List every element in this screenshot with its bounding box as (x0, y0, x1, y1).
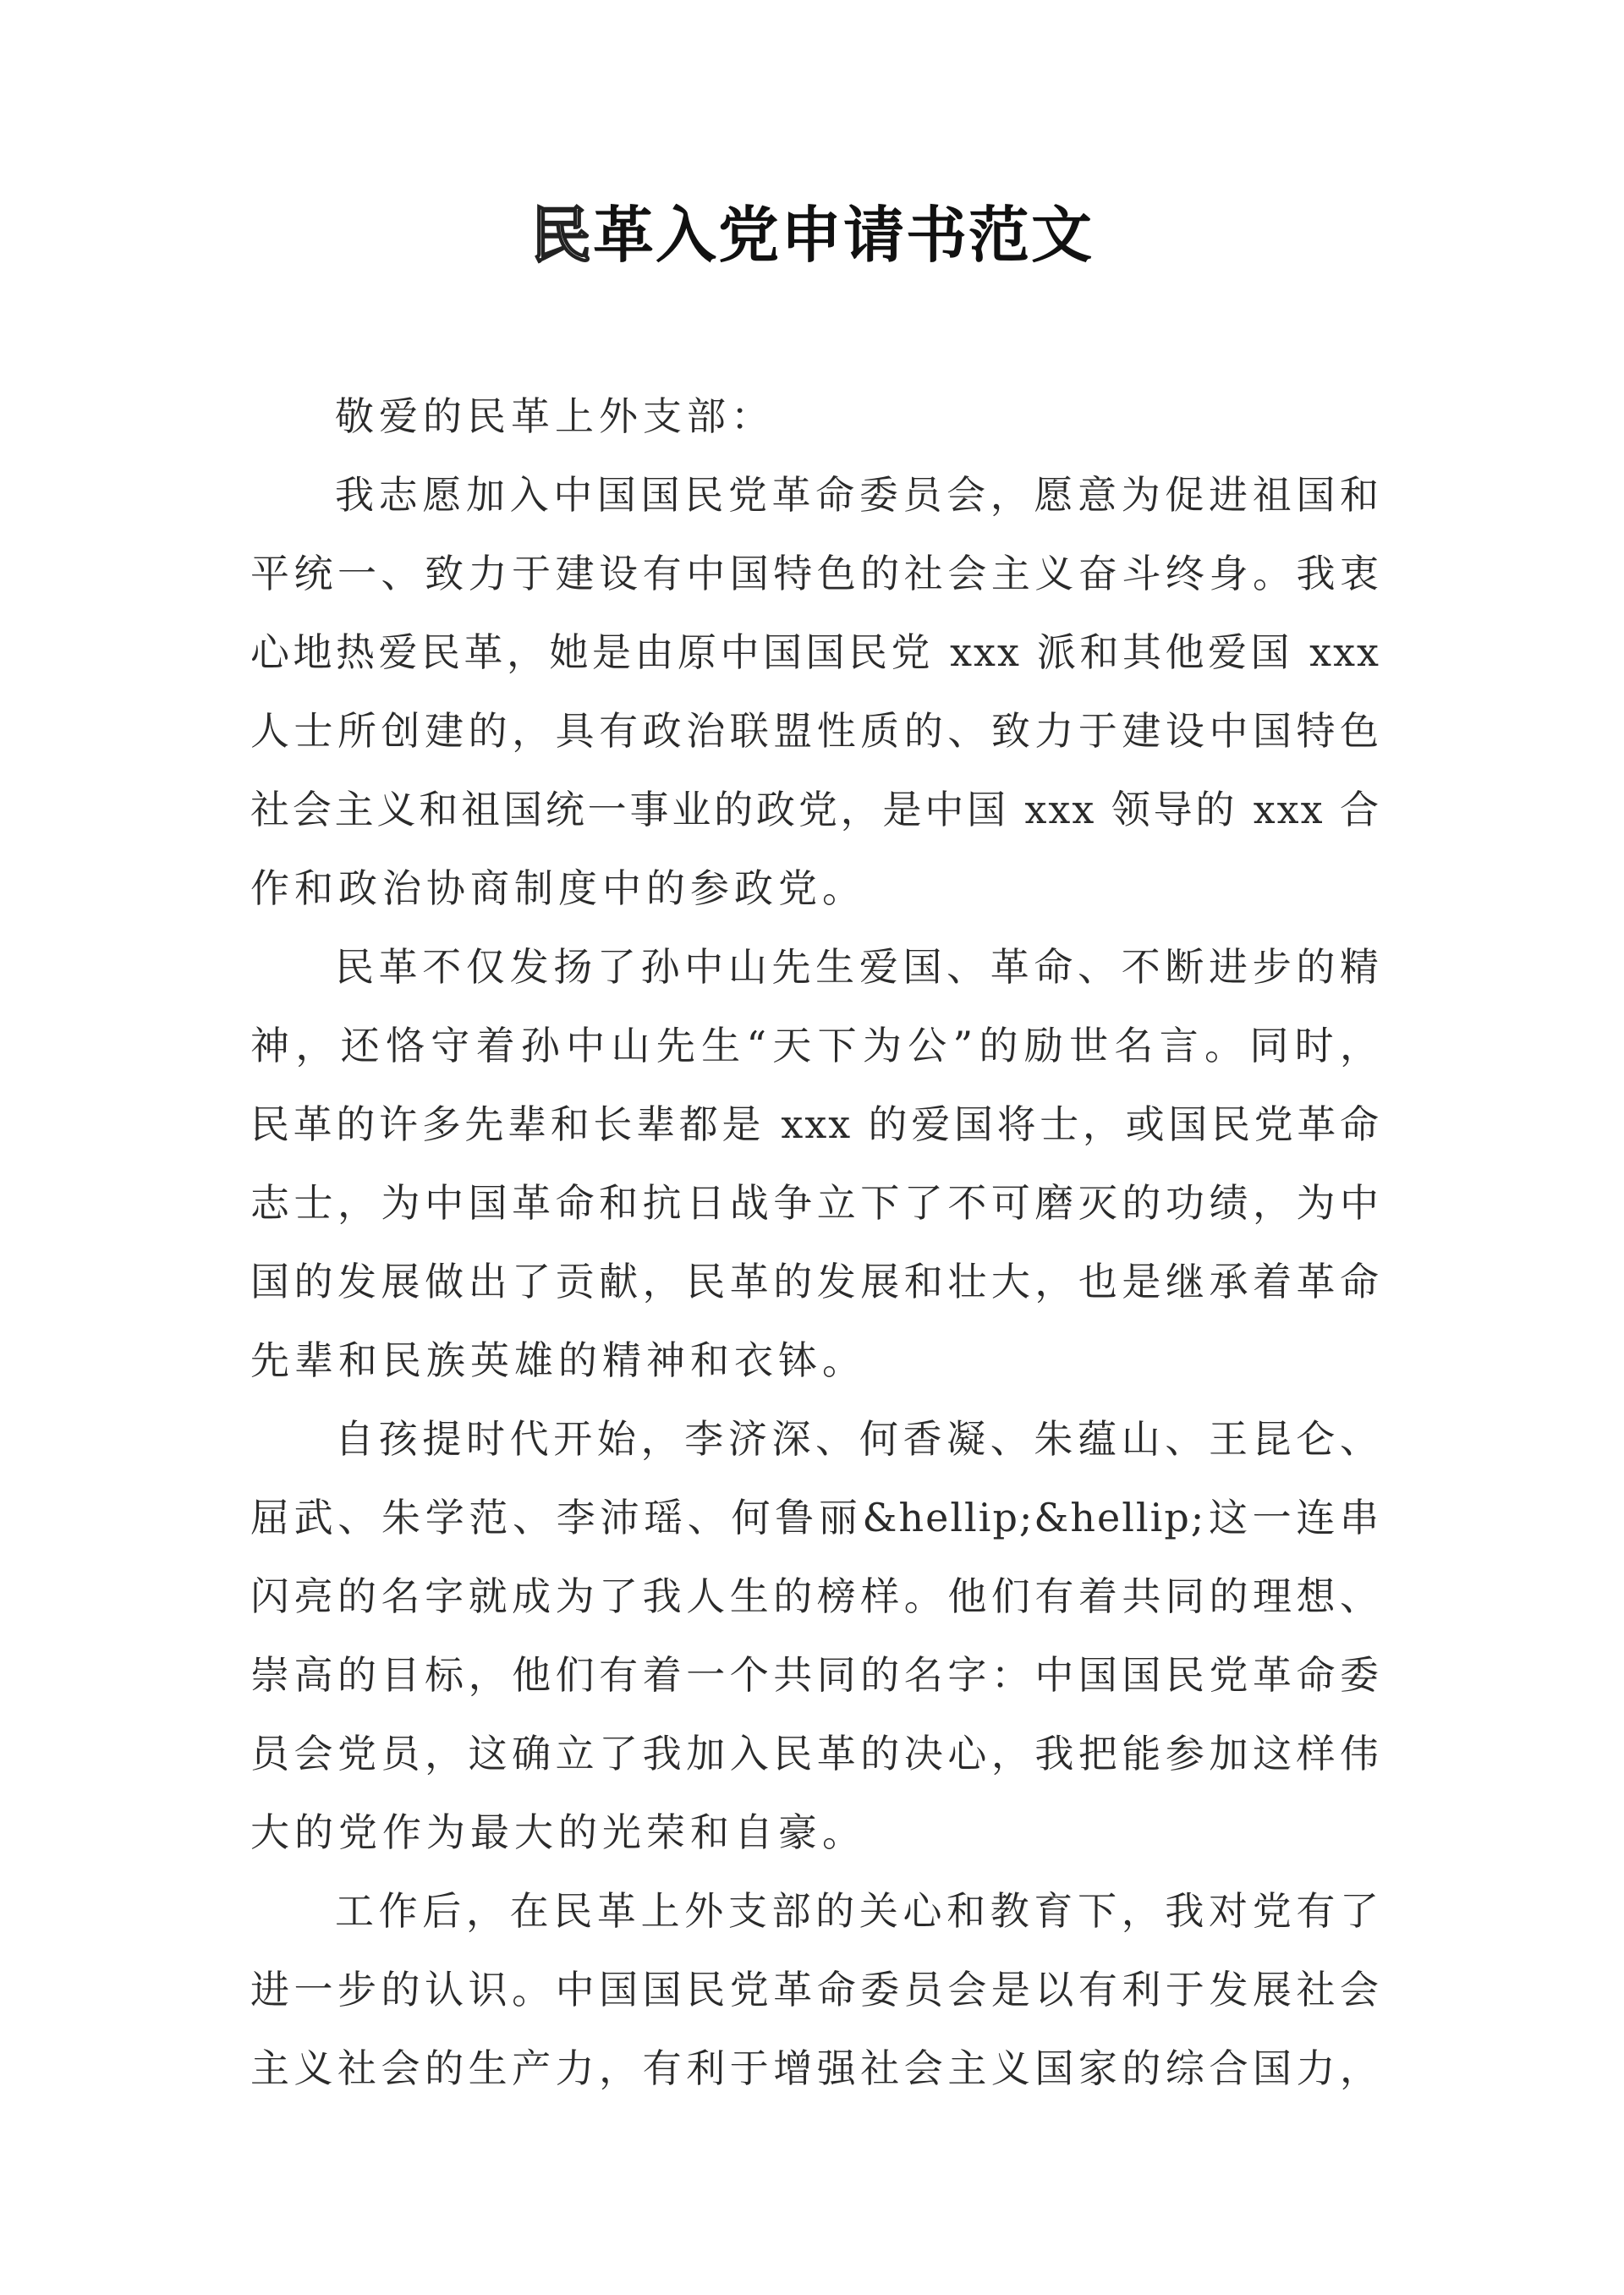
body-line: 崇高的目标，他们有着一个共同的名字：中国国民党革命委 (250, 1652, 1380, 1698)
body-line: 自孩提时代开始，李济深、何香凝、朱蕴山、王昆仑、 (335, 1416, 1380, 1462)
body-line: 屈武、朱学范、李沛瑶、何鲁丽&hellip;&hellip;这一连串 (250, 1495, 1380, 1540)
body-line: 我志愿加入中国国民党革命委员会，愿意为促进祖国和 (335, 472, 1380, 518)
title-first-character: 民 (529, 200, 593, 271)
title-text: 革入党申请书范文 (593, 200, 1095, 271)
body-line: 先辈和民族英雄的精神和衣钵。 (250, 1337, 866, 1383)
body-line: 大的党作为最大的光荣和自豪。 (250, 1809, 866, 1855)
document-body (250, 377, 1380, 2108)
body-line: 作和政治协商制度中的参政党。 (250, 865, 866, 911)
body-line: 心地热爱民革，她是由原中国国民党 xxx 派和其他爱国 xxx (250, 629, 1380, 675)
body-line: 员会党员，这确立了我加入民革的决心，我把能参加这样伟 (250, 1731, 1380, 1776)
body-line: 志士，为中国革命和抗日战争立下了不可磨灭的功绩，为中 (250, 1180, 1380, 1226)
body-line: 主义社会的生产力，有利于增强社会主义国家的综合国力， (250, 2045, 1380, 2091)
body-line: 敬爱的民革上外支部： (335, 393, 775, 439)
body-line: 进一步的认识。中国国民党革命委员会是以有利于发展社会 (250, 1967, 1380, 2012)
body-line: 闪亮的名字就成为了我人生的榜样。他们有着共同的理想、 (250, 1573, 1380, 1619)
body-line: 平统一、致力于建设有中国特色的社会主义奋斗终身。我衷 (250, 551, 1380, 596)
body-line: 人士所创建的，具有政治联盟性质的、致力于建设中国特色 (250, 708, 1380, 754)
body-line: 工作后，在民革上外支部的关心和教育下，我对党有了 (335, 1888, 1380, 1934)
document-title (0, 193, 1624, 277)
body-line: 社会主义和祖国统一事业的政党，是中国 xxx 领导的 xxx 合 (250, 787, 1380, 832)
body-line: 国的发展做出了贡献，民革的发展和壮大，也是继承着革命 (250, 1259, 1380, 1304)
body-line: 民革不仅发扬了孙中山先生爱国、革命、不断进步的精 (335, 944, 1380, 990)
body-line: 神，还恪守着孙中山先生“天下为公”的励世名言。同时， (250, 1023, 1380, 1068)
body-line: 民革的许多先辈和长辈都是 xxx 的爱国将士，或国民党革命 (250, 1101, 1380, 1147)
